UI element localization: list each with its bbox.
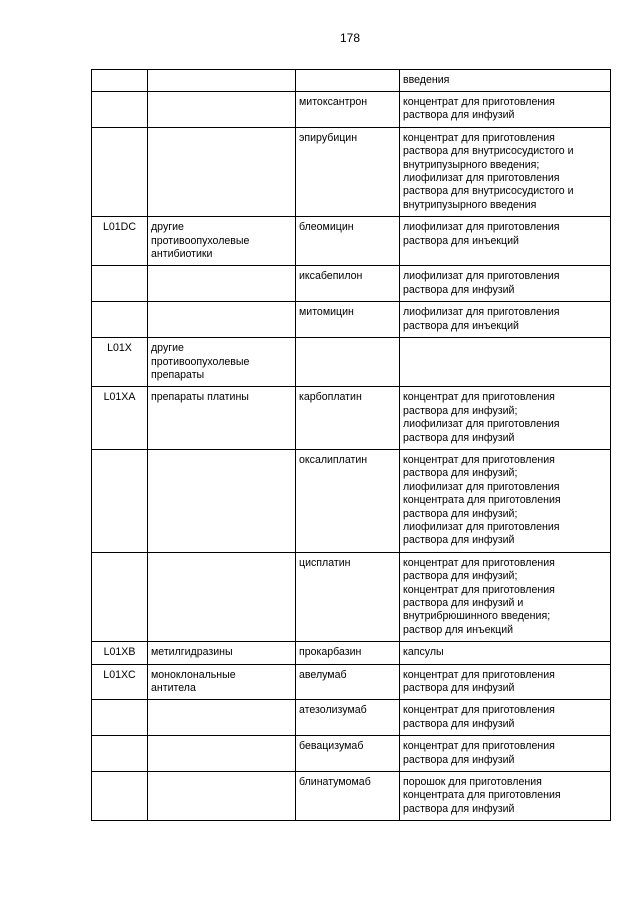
table-row [92,387,611,450]
group-name-cell [148,92,296,128]
table-row [92,642,611,664]
group-name-cell [148,552,296,641]
group-name-cell [148,70,296,92]
dosage-form-cell: введения [400,70,611,92]
dosage-form-cell: лиофилизат для приготовления раствора для инфузий [400,266,611,302]
drug-name-cell: эпирубицин [296,127,400,216]
dosage-form-cell: лиофилизат для приготовления раствора для инъекций [400,302,611,338]
group-name-cell: другие противоопухолевые препараты [148,338,296,387]
table-row [92,92,611,128]
group-name-cell [148,700,296,736]
drug-name-cell: блинатумомаб [296,772,400,821]
dosage-form-cell: концентрат для приготовления раствора для инфузий; лиофилизат для приготовления раствора для инфузий [400,387,611,450]
group-name-cell [148,772,296,821]
dosage-form-cell: концентрат для приготовления раствора для инфузий [400,736,611,772]
atc-code-cell: L01X [92,338,148,387]
table-row [92,266,611,302]
atc-code-cell: L01XB [92,642,148,664]
group-name-cell [148,302,296,338]
atc-code-cell [92,266,148,302]
drug-name-cell [296,70,400,92]
dosage-form-cell: концентрат для приготовления раствора для инфузий [400,700,611,736]
table-row [92,772,611,821]
atc-code-cell [92,70,148,92]
dosage-form-cell: капсулы [400,642,611,664]
drug-name-cell: атезолизумаб [296,700,400,736]
group-name-cell: другие противоопухолевые антибиотики [148,217,296,266]
atc-code-cell [92,92,148,128]
drug-name-cell: авелумаб [296,664,400,700]
drug-name-cell: карбоплатин [296,387,400,450]
table-row [92,700,611,736]
group-name-cell: моноклональные антитела [148,664,296,700]
table-row [92,449,611,552]
table-row [92,736,611,772]
table-row [92,552,611,641]
drug-name-cell: цисплатин [296,552,400,641]
drug-name-cell: прокарбазин [296,642,400,664]
group-name-cell: метилгидразины [148,642,296,664]
dosage-form-cell: лиофилизат для приготовления раствора для инъекций [400,217,611,266]
dosage-form-cell: концентрат для приготовления раствора для инфузий [400,92,611,128]
drug-name-cell [296,338,400,387]
group-name-cell [148,736,296,772]
table-row [92,664,611,700]
table-row [92,338,611,387]
page-number: 178 [339,31,361,45]
atc-code-cell: L01DC [92,217,148,266]
drug-name-cell: иксабепилон [296,266,400,302]
drug-name-cell: оксалиплатин [296,449,400,552]
atc-code-cell [92,772,148,821]
dosage-form-cell: концентрат для приготовления раствора для инфузий [400,664,611,700]
group-name-cell: препараты платины [148,387,296,450]
drug-name-cell: бевацизумаб [296,736,400,772]
atc-code-cell [92,127,148,216]
atc-code-cell: L01XC [92,664,148,700]
dosage-form-cell: концентрат для приготовления раствора для инфузий; лиофилизат для приготовления концентрата для приготовления раствора для инфузий; лиофилизат для приготовления раствора для инфузий [400,449,611,552]
group-name-cell [148,449,296,552]
group-name-cell [148,266,296,302]
dosage-form-cell: концентрат для приготовления раствора для инфузий; концентрат для приготовления раствора для инфузий и внутрибрюшинного введения; раствор для инъекций [400,552,611,641]
dosage-form-cell: концентрат для приготовления раствора для внутрисосудистого и внутрипузырного введения; лиофилизат для приготовления раствора для внутрисосудистого и внутрипузырного введения [400,127,611,216]
atc-code-cell [92,700,148,736]
drug-name-cell: митомицин [296,302,400,338]
drug-name-cell: митоксантрон [296,92,400,128]
drug-table [91,69,611,821]
group-name-cell [148,127,296,216]
dosage-form-cell: порошок для приготовления концентрата для приготовления раствора для инфузий [400,772,611,821]
atc-code-cell [92,302,148,338]
drug-name-cell: блеомицин [296,217,400,266]
table-row [92,217,611,266]
atc-code-cell: L01XA [92,387,148,450]
table-row [92,70,611,92]
dosage-form-cell [400,338,611,387]
table-row [92,302,611,338]
atc-code-cell [92,736,148,772]
table-row [92,127,611,216]
atc-code-cell [92,449,148,552]
atc-code-cell [92,552,148,641]
